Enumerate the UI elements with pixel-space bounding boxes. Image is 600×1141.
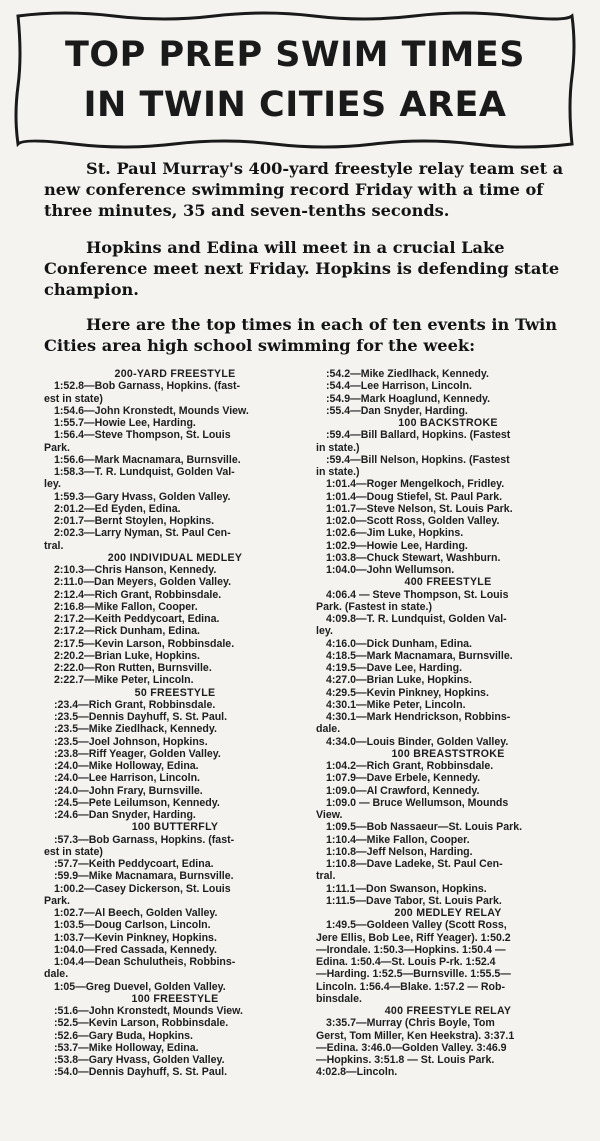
- result-line: 4:19.5—Dave Lee, Harding.: [326, 662, 463, 674]
- result-line: 4:16.0—Dick Dunham, Edina.: [326, 637, 473, 650]
- result-line: 3:35.7—Murray (Chris Boyle, Tom: [326, 1017, 495, 1030]
- result-line: :24.6—Dan Snyder, Harding.: [54, 809, 196, 821]
- result-line: :23.8—Riff Yeager, Golden Valley.: [54, 747, 221, 760]
- result-line: —Harding. 1:52.5—Burnsville. 1:55.5—: [316, 968, 511, 981]
- result-line: 4:29.5—Kevin Pinkney, Hopkins.: [326, 686, 489, 699]
- result-line: 2:17.2—Keith Peddycoart, Edina.: [54, 613, 220, 625]
- result-line: 1:49.5—Goldeen Valley (Scott Ross,: [326, 919, 507, 932]
- result-line: 1:04.4—Dean Schulutheis, Robbins-: [54, 956, 236, 968]
- result-line: 1:04.2—Rich Grant, Robbinsdale.: [326, 760, 494, 772]
- result-line: 1:10.4—Mike Fallon, Cooper.: [326, 833, 470, 846]
- result-line: :52.6—Gary Buda, Hopkins.: [54, 1029, 193, 1042]
- headline-line-2: IN TWIN CITIES AREA: [83, 85, 507, 125]
- result-line: 1:01.4—Doug Stiefel, St. Paul Park.: [326, 490, 503, 503]
- result-line: :54.0—Dennis Dayhuff, S. St. Paul.: [54, 1066, 228, 1079]
- result-line: 4:06.4 — Steve Thompson, St. Louis: [326, 588, 509, 601]
- result-line: :53.7—Mike Holloway, Edina.: [54, 1041, 199, 1054]
- result-line: 4:30.1—Mike Peter, Lincoln.: [326, 698, 466, 711]
- event-heading: 200 MEDLEY RELAY: [394, 907, 502, 919]
- result-line: 2:16.8—Mike Fallon, Cooper.: [54, 600, 198, 613]
- result-line: :24.0—John Frary, Burnsville.: [54, 784, 203, 797]
- result-line: 2:17.2—Rick Dunham, Edina.: [54, 625, 201, 638]
- result-line: 1:03.8—Chuck Stewart, Washburn.: [326, 551, 501, 564]
- result-line: 1:55.7—Howie Lee, Harding.: [54, 417, 196, 429]
- result-line: 1:04.0—Fred Cassada, Kennedy.: [54, 943, 217, 956]
- result-line: 1:01.4—Roger Mengelkoch, Fridley.: [326, 478, 505, 491]
- result-line: Park.: [44, 894, 70, 907]
- result-line: :59.9—Mike Macnamara, Burnsville.: [54, 870, 234, 883]
- result-line: 2:10.3—Chris Hanson, Kennedy.: [54, 564, 217, 576]
- result-line: Lincoln. 1:56.4—Blake. 1:57.2 — Rob-: [316, 980, 505, 993]
- result-line: 4:09.8—T. R. Lundquist, Golden Val-: [326, 613, 507, 625]
- result-line: ley.: [316, 625, 333, 638]
- result-line: 1:11.1—Don Swanson, Hopkins.: [326, 882, 487, 895]
- result-line: 4:30.1—Mark Hendrickson, Robbins-: [326, 711, 511, 723]
- result-line: in state.): [316, 466, 360, 478]
- event-heading: 400 FREESTYLE RELAY: [384, 1005, 512, 1017]
- result-line: :59.4—Bill Nelson, Hopkins. (Fastest: [326, 453, 510, 466]
- result-line: est in state): [44, 392, 103, 405]
- result-line: ley.: [44, 478, 61, 491]
- result-line: :54.2—Mike Ziedlhack, Kennedy.: [326, 368, 489, 380]
- result-line: :24.5—Pete Leilumson, Kennedy.: [54, 796, 220, 809]
- results-column-right: [316, 368, 580, 1079]
- result-line: 4:18.5—Mark Macnamara, Burnsville.: [326, 649, 513, 662]
- result-line: 1:03.5—Doug Carlson, Lincoln.: [54, 919, 211, 932]
- result-line: 2:22.7—Mike Peter, Lincoln.: [54, 674, 194, 687]
- results-column-left: [44, 368, 306, 1079]
- result-line: 2:12.4—Rich Grant, Robbinsdale.: [54, 588, 222, 601]
- result-line: :54.4—Lee Harrison, Lincoln.: [326, 380, 472, 393]
- result-line: 1:03.7—Kevin Pinkney, Hopkins.: [54, 931, 217, 944]
- result-line: 1:09.0—Al Crawford, Kennedy.: [326, 784, 480, 797]
- result-line: Park. (Fastest in state.): [316, 600, 432, 613]
- result-line: 1:00.2—Casey Dickerson, St. Louis: [54, 882, 231, 895]
- result-line: —Hopkins. 3:51.8 — St. Louis Park.: [316, 1054, 495, 1066]
- result-line: est in state): [44, 845, 103, 858]
- result-line: dale.: [316, 723, 341, 736]
- result-line: 1:02.0—Scott Ross, Golden Valley.: [326, 515, 500, 527]
- result-line: 2:01.2—Ed Eyden, Edina.: [54, 502, 181, 515]
- result-line: tral.: [316, 870, 336, 883]
- result-line: 1:56.4—Steve Thompson, St. Louis: [54, 429, 231, 442]
- result-line: 2:11.0—Dan Meyers, Golden Valley.: [54, 576, 232, 589]
- result-line: —Edina. 3:46.0—Golden Valley. 3:46.9: [316, 1041, 507, 1054]
- result-line: :59.4—Bill Ballard, Hopkins. (Fastest: [326, 429, 511, 442]
- result-line: :23.4—Rich Grant, Robbinsdale.: [54, 698, 216, 711]
- result-line: 4:27.0—Brian Luke, Hopkins.: [326, 674, 473, 687]
- result-line: 1:11.5—Dave Tabor, St. Louis Park.: [326, 894, 502, 907]
- result-line: 2:20.2—Brian Luke, Hopkins.: [54, 649, 201, 662]
- event-heading: 200-YARD FREESTYLE: [114, 368, 236, 380]
- result-line: 1:09.0 — Bruce Wellumson, Mounds: [326, 796, 509, 809]
- result-line: 2:22.0—Ron Rutten, Burnsville.: [54, 662, 212, 674]
- result-line: 1:09.5—Bob Nassaeur—St. Louis Park.: [326, 821, 523, 834]
- result-line: Park.: [44, 441, 70, 454]
- event-heading: 200 INDIVIDUAL MEDLEY: [107, 551, 243, 564]
- result-line: 1:56.6—Mark Macnamara, Burnsville.: [54, 453, 241, 466]
- result-line: 1:05—Greg Duevel, Golden Valley.: [54, 980, 226, 993]
- event-heading: 50 FREESTYLE: [134, 686, 216, 699]
- result-line: :57.7—Keith Peddycoart, Edina.: [54, 858, 214, 870]
- result-line: in state.): [316, 441, 360, 454]
- result-line: binsdale.: [316, 992, 362, 1005]
- result-line: 1:54.6—John Kronstedt, Mounds View.: [54, 404, 249, 417]
- result-line: 1:02.6—Jim Luke, Hopkins.: [326, 527, 464, 540]
- lead-paragraph-2: Hopkins and Edina will meet in a crucial Lake Conference meet next Friday. Hopkins is defending state champion.: [44, 238, 560, 299]
- result-line: —Irondale. 1:50.3—Hopkins. 1:50.4 —: [316, 943, 506, 956]
- result-line: dale.: [44, 968, 69, 981]
- result-line: :23.5—Mike Ziedlhack, Kennedy.: [54, 723, 217, 736]
- result-line: :24.0—Lee Harrison, Lincoln.: [54, 772, 200, 785]
- lead-paragraph-3: Here are the top times in each of ten events in Twin Cities area high school swimming for the week:: [44, 315, 558, 355]
- event-heading: 100 BREASTSTROKE: [391, 747, 505, 760]
- headline-line-1: TOP PREP SWIM TIMES: [64, 35, 525, 75]
- result-line: 1:10.8—Jeff Nelson, Harding.: [326, 845, 473, 858]
- result-line: 1:02.9—Howie Lee, Harding.: [326, 539, 468, 552]
- result-line: 2:01.7—Bernt Stoylen, Hopkins.: [54, 515, 215, 527]
- result-line: Edina. 1:50.4—St. Louis P-rk. 1:52.4: [316, 956, 496, 968]
- event-heading: 400 FREESTYLE: [404, 576, 492, 589]
- result-line: 1:59.3—Gary Hvass, Golden Valley.: [54, 490, 231, 503]
- result-line: 1:52.8—Bob Garnass, Hopkins. (fast-: [54, 380, 241, 393]
- result-line: :57.3—Bob Garnass, Hopkins. (fast-: [54, 833, 235, 846]
- result-line: View.: [316, 809, 343, 821]
- result-line: :51.6—John Kronstedt, Mounds View.: [54, 1005, 243, 1017]
- result-line: Gerst, Tom Miller, Ken Heekstra). 3:37.1: [316, 1029, 515, 1042]
- result-line: 2:02.3—Larry Nyman, St. Paul Cen-: [54, 527, 231, 540]
- result-line: 1:07.9—Dave Erbele, Kennedy.: [326, 772, 481, 785]
- headline: [0, 30, 590, 130]
- result-line: Jere Ellis, Bob Lee, Riff Yeager). 1:50.2: [316, 931, 511, 944]
- result-line: 4:02.8—Lincoln.: [316, 1066, 398, 1079]
- result-line: :23.5—Joel Johnson, Hopkins.: [54, 735, 208, 748]
- event-heading: 100 BUTTERFLY: [131, 821, 219, 834]
- result-line: 1:10.8—Dave Ladeke, St. Paul Cen-: [326, 858, 503, 870]
- result-line: 1:04.0—John Wellumson.: [326, 564, 455, 576]
- result-line: :24.0—Mike Holloway, Edina.: [54, 760, 199, 772]
- event-heading: 100 FREESTYLE: [131, 992, 219, 1005]
- result-line: 1:01.7—Steve Nelson, St. Louis Park.: [326, 502, 513, 515]
- result-line: :54.9—Mark Hoaglund, Kennedy.: [326, 392, 491, 405]
- result-line: 4:34.0—Louis Binder, Golden Valley.: [326, 735, 509, 748]
- result-line: 2:17.5—Kevin Larson, Robbinsdale.: [54, 637, 235, 650]
- event-heading: 100 BACKSTROKE: [398, 417, 498, 429]
- result-line: :53.8—Gary Hvass, Golden Valley.: [54, 1054, 225, 1066]
- lead-paragraph-1: St. Paul Murray's 400-yard freestyle relay team set a new conference swimming record Friday with a time of three minutes, 35 and seven-tenths seconds.: [44, 159, 564, 220]
- result-line: :55.4—Dan Snyder, Harding.: [326, 404, 468, 417]
- result-line: 1:02.7—Al Beech, Golden Valley.: [54, 907, 218, 919]
- result-line: 1:58.3—T. R. Lundquist, Golden Val-: [54, 466, 235, 478]
- result-line: tral.: [44, 539, 64, 552]
- result-line: :23.5—Dennis Dayhuff, S. St. Paul.: [54, 711, 228, 723]
- result-line: :52.5—Kevin Larson, Robbinsdale.: [54, 1017, 229, 1030]
